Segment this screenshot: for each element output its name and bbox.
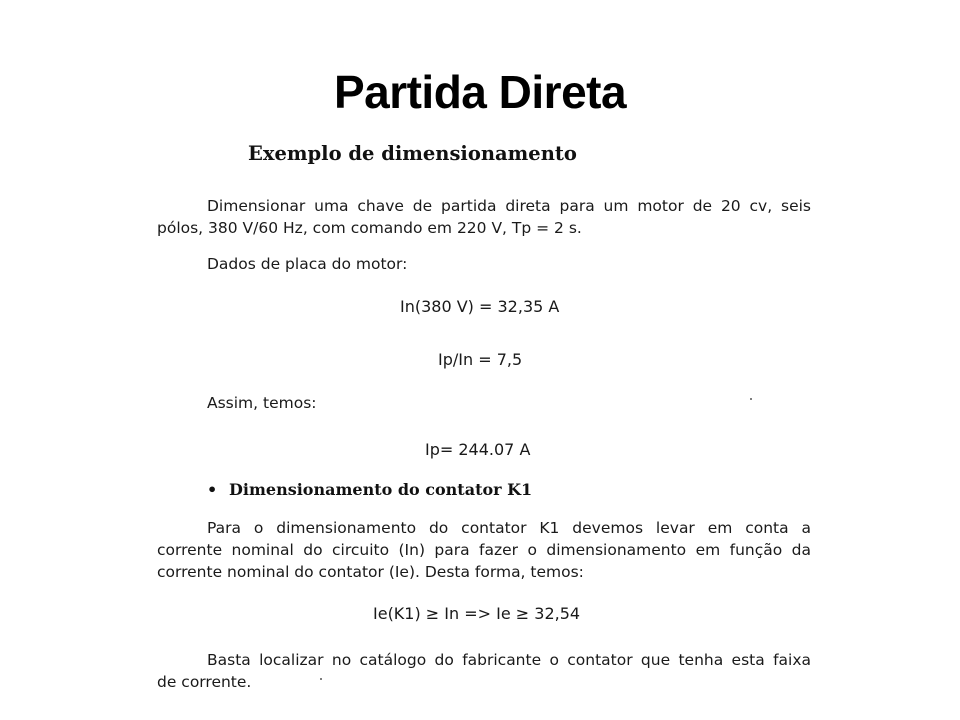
para1-line-1: Para o dimensionamento do contator K1 devemos levar em conta a — [207, 519, 811, 537]
dados-label: Dados de placa do motor: — [207, 255, 408, 273]
para2-line-1: Basta localizar no catálogo do fabricante o contator que tenha esta faixa — [207, 651, 811, 669]
bullet-heading-row — [207, 479, 532, 501]
formula-ip: Ip= 244.07 A — [425, 440, 531, 459]
formula-ratio: Ip/In = 7,5 — [438, 350, 523, 369]
section-heading: Exemplo de dimensionamento — [248, 142, 577, 165]
scan-speck — [750, 398, 752, 400]
formula-ie: Ie(K1) ≥ In => Ie ≥ 32,54 — [373, 604, 581, 623]
formula-in: In(380 V) = 32,35 A — [400, 297, 560, 316]
intro-line-2: pólos, 380 V/60 Hz, com comando em 220 V, Tp = 2 s. — [157, 219, 582, 237]
para1-line-2: corrente nominal do circuito (In) para fazer o dimensionamento em função da — [157, 541, 811, 559]
scan-speck — [320, 678, 322, 680]
bullet-dot: • — [207, 480, 218, 499]
para1-line-3: corrente nominal do contator (Ie). Desta forma, temos: — [157, 563, 584, 581]
para2-line-2: de corrente. — [157, 673, 252, 691]
slide-title: Partida Direta — [333, 66, 627, 118]
bullet-heading: Dimensionamento do contator K1 — [229, 480, 533, 499]
assim-label: Assim, temos: — [207, 394, 317, 412]
intro-line-1: Dimensionar uma chave de partida direta para um motor de 20 cv, seis — [207, 197, 811, 215]
